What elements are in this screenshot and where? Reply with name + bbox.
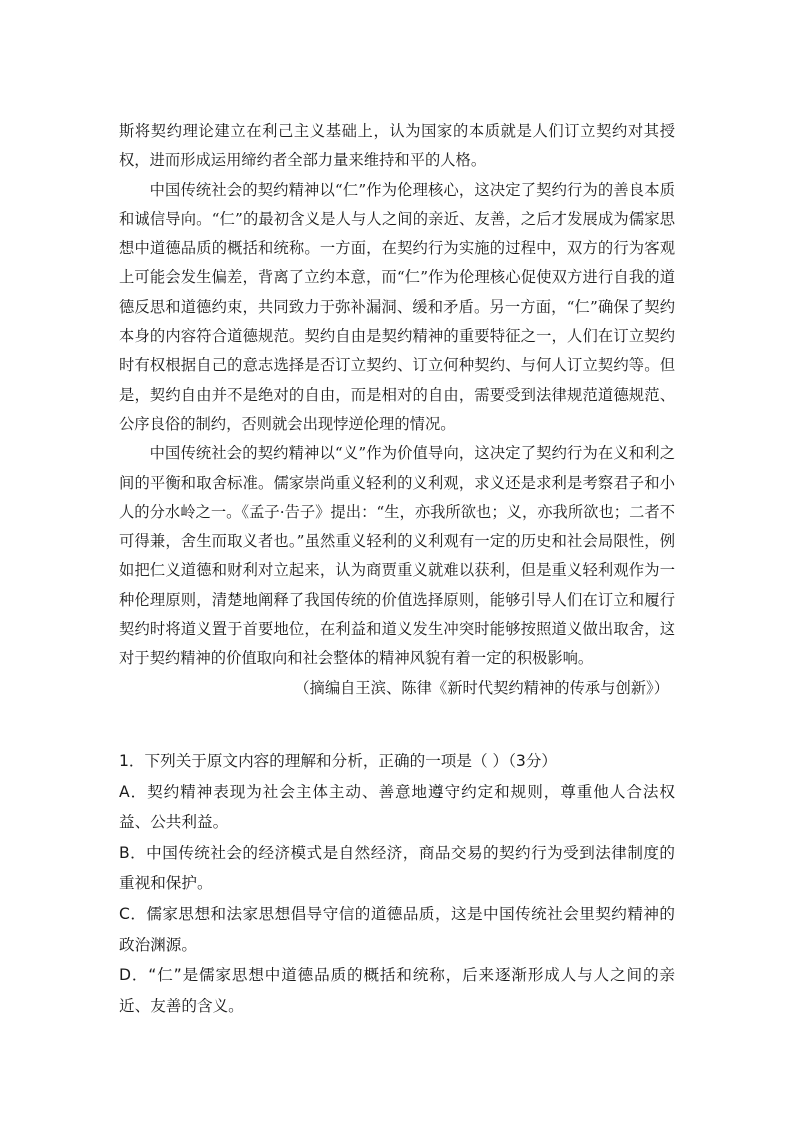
passage-paragraph-yi: 中国传统社会的契约精神以“义”作为价值导向，这决定了契约行为在义和利之间的平衡和取舍标准。儒家崇尚重义轻利的义利观，求义还是求利是考察君子和小人的分水岭之一。《孟子·告子》提出：“生，亦我所欲也；义，亦我所欲也；二者不可得兼，舍生而取义者也。”虽然重义轻利的义利观有一定的历史和社会局限性，例如把仁义道德和财利对立起来，认为商贾重义就难以获利，但是重义轻利观作为一种伦理原则，清楚地阐释了我国传统的价值选择原则，能够引导人们在订立和履行契约时将道义置于首要地位，在利益和道义发生冲突时能够按照道义做出取舍，这对于契约精神的价值取向和社会整体的精神风貌有着一定的积极影响。 [119, 444, 675, 668]
option-b: B．中国传统社会的经济模式是自然经济，商品交易的契约行为受到法律制度的重视和保护。 [119, 843, 675, 893]
option-d: D．“仁”是儒家思想中道德品质的概括和统称，后来逐渐形成人与人之间的亲近、友善的含义。 [119, 966, 675, 1015]
passage-source: （摘编自王滨、陈律《新时代契约精神的传承与创新》） [294, 678, 669, 697]
question-stem: 1．下列关于原文内容的理解和分析，正确的一项是（ ）（3分） [119, 752, 558, 770]
option-c: C．儒家思想和法家思想倡导守信的道德品质，这是中国传统社会里契约精神的政治渊源。 [119, 904, 675, 954]
option-a: A．契约精神表现为社会主体主动、善意地遵守约定和规则，尊重他人合法权益、公共利益。 [119, 782, 675, 832]
passage-paragraph-continued: 斯将契约理论建立在利己主义基础上，认为国家的本质就是人们订立契约对其授权，进而形成运用缔约者全部力量来维持和平的人格。 [119, 122, 675, 170]
reading-passage [119, 117, 675, 703]
question-1 [119, 746, 675, 1021]
passage-paragraph-ren: 中国传统社会的契约精神以“仁”作为伦理核心，这决定了契约行为的善良本质和诚信导向。“仁”的最初含义是人与人之间的亲近、友善，之后才发展成为儒家思想中道德品质的概括和统称。一方面，在契约行为实施的过程中，双方的行为客观上可能会发生偏差，背离了立约本意，而“仁”作为伦理核心促使双方进行自我的道德反思和道德约束，共同致力于弥补漏洞、缓和矛盾。另一方面，“仁”确保了契约本身的内容符合道德规范。契约自由是契约精神的重要特征之一，人们在订立契约时有权根据自己的意志选择是否订立契约、订立何种契约、与何人订立契约等。但是，契约自由并不是绝对的自由，而是相对的自由，需要受到法律规范道德规范、公序良俗的制约，否则就会出现悖逆伦理的情况。 [119, 180, 675, 433]
